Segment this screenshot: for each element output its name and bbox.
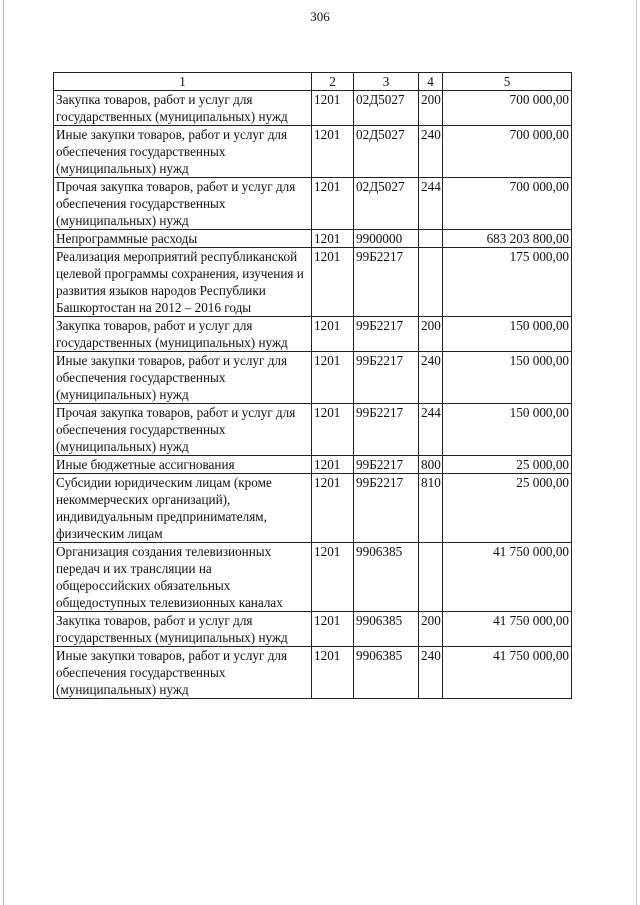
row-section: 1201 bbox=[312, 612, 354, 647]
row-target: 99Б2217 bbox=[354, 352, 419, 404]
row-amount: 700 000,00 bbox=[443, 91, 572, 126]
row-type: 200 bbox=[419, 612, 443, 647]
row-type: 244 bbox=[419, 178, 443, 230]
row-section: 1201 bbox=[312, 230, 354, 248]
row-section: 1201 bbox=[312, 474, 354, 543]
row-amount: 41 750 000,00 bbox=[443, 612, 572, 647]
row-type: 800 bbox=[419, 456, 443, 474]
row-type bbox=[419, 543, 443, 612]
row-name: Субсидии юридическим лицам (кроме некоммерческих организаций), индивидуальным предпринимателям, физическим лицам bbox=[54, 474, 312, 543]
row-name: Прочая закупка товаров, работ и услуг для обеспечения государственных (муниципальных) нужд bbox=[54, 404, 312, 456]
row-section: 1201 bbox=[312, 456, 354, 474]
row-target: 9900000 bbox=[354, 230, 419, 248]
row-amount: 25 000,00 bbox=[443, 456, 572, 474]
scan-edge-right bbox=[636, 0, 637, 905]
header-col-amount: 5 bbox=[443, 73, 572, 91]
row-amount: 700 000,00 bbox=[443, 126, 572, 178]
row-name: Реализация мероприятий республиканской целевой программы сохранения, изучения и развития языков народов Республики Башкортостан на 2012 – 2016 годы bbox=[54, 248, 312, 317]
row-amount: 150 000,00 bbox=[443, 317, 572, 352]
table-row bbox=[54, 647, 572, 699]
table-row bbox=[54, 230, 572, 248]
row-type bbox=[419, 248, 443, 317]
table-row bbox=[54, 317, 572, 352]
row-name: Иные закупки товаров, работ и услуг для обеспечения государственных (муниципальных) нужд bbox=[54, 352, 312, 404]
row-target: 99Б2217 bbox=[354, 456, 419, 474]
table-row bbox=[54, 91, 572, 126]
budget-table bbox=[53, 72, 572, 699]
row-name: Организация создания телевизионных передач и их трансляции на общероссийских обязательных общедоступных телевизионных каналах bbox=[54, 543, 312, 612]
header-col-section: 2 bbox=[312, 73, 354, 91]
header-col-name: 1 bbox=[54, 73, 312, 91]
row-amount: 41 750 000,00 bbox=[443, 543, 572, 612]
row-section: 1201 bbox=[312, 91, 354, 126]
table-row bbox=[54, 352, 572, 404]
row-section: 1201 bbox=[312, 248, 354, 317]
page-number: 306 bbox=[310, 9, 330, 24]
row-target: 9906385 bbox=[354, 543, 419, 612]
row-name: Закупка товаров, работ и услуг для государственных (муниципальных) нужд bbox=[54, 91, 312, 126]
header-col-type: 4 bbox=[419, 73, 443, 91]
row-section: 1201 bbox=[312, 317, 354, 352]
row-target: 99Б2217 bbox=[354, 248, 419, 317]
row-target: 9906385 bbox=[354, 612, 419, 647]
row-target: 99Б2217 bbox=[354, 474, 419, 543]
table-row bbox=[54, 404, 572, 456]
row-type: 810 bbox=[419, 474, 443, 543]
row-name: Иные закупки товаров, работ и услуг для обеспечения государственных (муниципальных) нужд bbox=[54, 647, 312, 699]
table-row bbox=[54, 178, 572, 230]
row-name: Иные бюджетные ассигнования bbox=[54, 456, 312, 474]
row-type: 240 bbox=[419, 647, 443, 699]
row-amount: 41 750 000,00 bbox=[443, 647, 572, 699]
table-row bbox=[54, 248, 572, 317]
row-name: Закупка товаров, работ и услуг для государственных (муниципальных) нужд bbox=[54, 612, 312, 647]
row-target: 9906385 bbox=[354, 647, 419, 699]
row-target: 02Д5027 bbox=[354, 126, 419, 178]
table-row bbox=[54, 126, 572, 178]
table-header-row bbox=[54, 73, 572, 91]
row-target: 99Б2217 bbox=[354, 317, 419, 352]
row-type: 240 bbox=[419, 352, 443, 404]
row-type: 200 bbox=[419, 91, 443, 126]
row-amount: 150 000,00 bbox=[443, 404, 572, 456]
row-type: 244 bbox=[419, 404, 443, 456]
row-amount: 25 000,00 bbox=[443, 474, 572, 543]
row-type: 200 bbox=[419, 317, 443, 352]
row-amount: 175 000,00 bbox=[443, 248, 572, 317]
table-row bbox=[54, 456, 572, 474]
row-section: 1201 bbox=[312, 352, 354, 404]
row-name: Закупка товаров, работ и услуг для государственных (муниципальных) нужд bbox=[54, 317, 312, 352]
table-row bbox=[54, 612, 572, 647]
row-section: 1201 bbox=[312, 404, 354, 456]
row-target: 02Д5027 bbox=[354, 178, 419, 230]
row-section: 1201 bbox=[312, 178, 354, 230]
row-type: 240 bbox=[419, 126, 443, 178]
row-amount: 150 000,00 bbox=[443, 352, 572, 404]
row-target: 02Д5027 bbox=[354, 91, 419, 126]
row-type bbox=[419, 230, 443, 248]
row-section: 1201 bbox=[312, 647, 354, 699]
row-section: 1201 bbox=[312, 126, 354, 178]
table-row bbox=[54, 474, 572, 543]
row-amount: 700 000,00 bbox=[443, 178, 572, 230]
table-row bbox=[54, 543, 572, 612]
header-col-target: 3 bbox=[354, 73, 419, 91]
scan-edge-left bbox=[3, 0, 4, 905]
row-name: Прочая закупка товаров, работ и услуг для обеспечения государственных (муниципальных) нужд bbox=[54, 178, 312, 230]
row-target: 99Б2217 bbox=[354, 404, 419, 456]
row-amount: 683 203 800,00 bbox=[443, 230, 572, 248]
row-name: Иные закупки товаров, работ и услуг для обеспечения государственных (муниципальных) нужд bbox=[54, 126, 312, 178]
row-name: Непрограммные расходы bbox=[54, 230, 312, 248]
row-section: 1201 bbox=[312, 543, 354, 612]
